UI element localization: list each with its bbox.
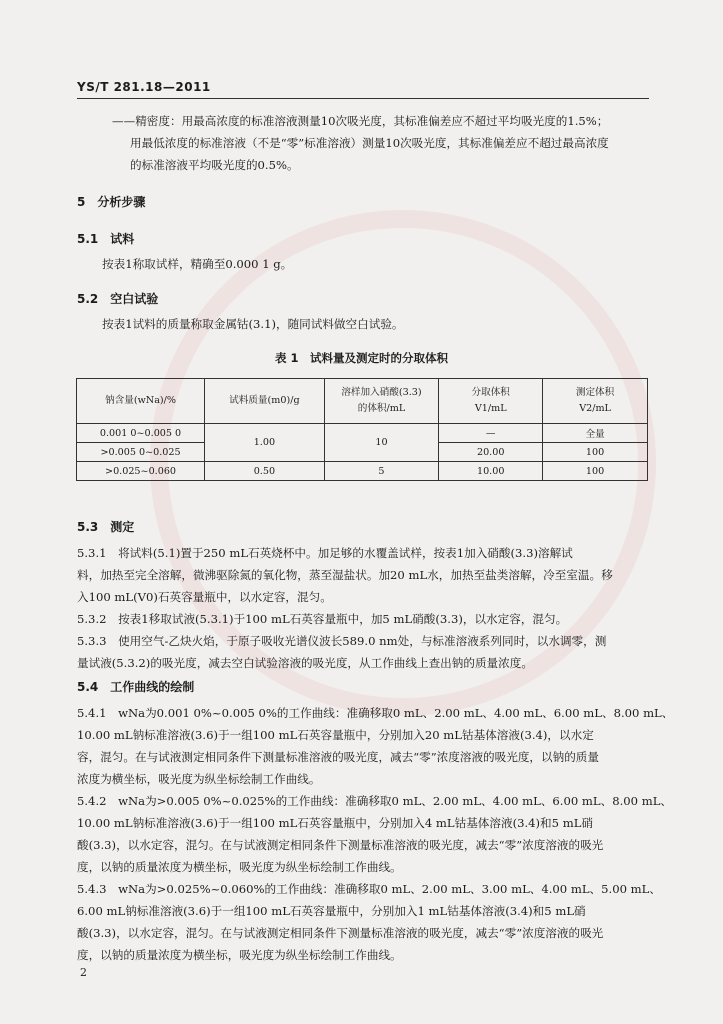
header-sodium-content: 钠含量(wNa)/% — [77, 379, 205, 424]
section-5-3-3-line-2: 量试液(5.3.2)的吸光度，减去空白试验溶液的吸光度，从工作曲线上查出钠的质量浓度。 — [77, 656, 533, 670]
section-5-4-heading: 5.4 工作曲线的绘制 — [77, 680, 195, 694]
header-sample-mass: 试料质量(m0)/g — [205, 379, 325, 424]
header-rule — [77, 98, 649, 99]
section-5-4-2-line-4: 度，以钠的质量浓度为横坐标，吸光度为纵坐标绘制工作曲线。 — [77, 860, 402, 874]
cell-merged-hno3: 10 — [324, 424, 439, 462]
header-aliquot-volume — [439, 379, 543, 424]
section-5-4-2-line-1: 5.4.2 wNa为>0.005 0%~0.025%的工作曲线：准确移取0 mL、2.00 mL、4.00 mL、6.00 mL、8.00 mL、 — [77, 794, 673, 808]
header-aliquot-line2: V1/mL — [474, 403, 507, 414]
header-aliquot-line1: 分取体积 — [471, 387, 510, 398]
intro-line-1: ——精密度：用最高浓度的标准溶液测量10次吸光度，其标准偏差应不超过平均吸光度的1.5%； — [112, 114, 609, 128]
standard-number: YS/T 281.18—2011 — [77, 80, 211, 94]
cell-v2: 100 — [543, 443, 648, 462]
header-nitric-acid-volume — [324, 379, 439, 424]
header-nitric-line1: 溶样加入硝酸(3.3) — [341, 387, 422, 398]
section-5-4-3-line-4: 度，以钠的质量浓度为横坐标，吸光度为纵坐标绘制工作曲线。 — [77, 948, 402, 962]
section-5-4-1-line-2: 10.00 mL钠标准溶液(3.6)于一组100 mL石英容量瓶中，分别加入20 mL钴基体溶液(3.4)，以水定 — [77, 728, 594, 742]
header-measure-line1: 测定体积 — [575, 387, 615, 398]
section-5-4-1-line-4: 浓度为横坐标，吸光度为纵坐标绘制工作曲线。 — [77, 772, 321, 786]
cell-range: >0.005 0~0.025 — [77, 443, 205, 462]
intro-line-3: 的标准溶液平均吸光度的0.5%。 — [130, 158, 299, 172]
header-measure-volume — [543, 379, 648, 424]
section-5-3-1-line-3: 入100 mL(V0)石英容量瓶中，以水定容，混匀。 — [77, 590, 332, 604]
page-number: 2 — [80, 966, 87, 979]
cell-merged-mass: 1.00 — [205, 424, 325, 462]
section-5-3-2-line-1: 5.3.2 按表1移取试液(5.3.1)于100 mL石英容量瓶中，加5 mL硝酸(3.3)，以水定容，混匀。 — [77, 612, 568, 626]
section-5-4-3-line-1: 5.4.3 wNa为>0.025%~0.060%的工作曲线：准确移取0 mL、2.00 mL、3.00 mL、4.00 mL、5.00 mL、 — [77, 882, 661, 896]
section-5-3-1-line-1: 5.3.1 将试料(5.1)置于250 mL石英烧杯中。加足够的水覆盖试样，按表1加入硝酸(3.3)溶解试 — [77, 546, 573, 560]
section-5-2-text: 按表1试料的质量称取金属钴(3.1)，随同试料做空白试验。 — [102, 317, 404, 331]
section-5-4-1-line-1: 5.4.1 wNa为0.001 0%~0.005 0%的工作曲线：准确移取0 mL、2.00 mL、4.00 mL、6.00 mL、8.00 mL、 — [77, 706, 674, 720]
section-5-2-heading: 5.2 空白试验 — [77, 292, 159, 306]
header-measure-line2: V2/mL — [579, 403, 611, 414]
cell-v1: 20.00 — [439, 443, 543, 462]
cell-range: >0.025~0.060 — [77, 462, 205, 481]
cell-v2: 全量 — [543, 424, 648, 443]
header-nitric-line2: 的体积/mL — [357, 403, 406, 414]
table-row — [77, 462, 648, 481]
cell-v1: 10.00 — [439, 462, 543, 481]
table-row — [77, 424, 648, 443]
section-5-1-heading: 5.1 试料 — [77, 232, 135, 246]
table-1 — [76, 378, 648, 481]
section-5-heading: 5 分析步骤 — [77, 195, 146, 209]
section-5-3-heading: 5.3 测定 — [77, 520, 135, 534]
section-5-4-1-line-3: 容，混匀。在与试液测定相同条件下测量标准溶液的吸光度，减去“零”浓度溶液的吸光度，以钠的质量 — [77, 750, 599, 764]
section-5-1-text: 按表1称取试样，精确至0.000 1 g。 — [102, 257, 293, 271]
cell-range: 0.001 0~0.005 0 — [77, 424, 205, 443]
table-header-row — [77, 379, 648, 424]
cell-mass: 0.50 — [205, 462, 325, 481]
cell-v2: 100 — [543, 462, 648, 481]
cell-hno3: 5 — [324, 462, 439, 481]
section-5-3-3-line-1: 5.3.3 使用空气-乙炔火焰，于原子吸收光谱仪波长589.0 nm处，与标准溶液系列同时，以水调零，测 — [77, 634, 607, 648]
section-5-4-3-line-2: 6.00 mL钠标准溶液(3.6)于一组100 mL石英容量瓶中，分别加入1 mL钴基体溶液(3.4)和5 mL硝 — [77, 904, 586, 918]
section-5-4-2-line-3: 酸(3.3)，以水定容，混匀。在与试液测定相同条件下测量标准溶液的吸光度，减去“零”浓度溶液的吸光 — [77, 838, 604, 852]
section-5-4-3-line-3: 酸(3.3)，以水定容，混匀。在与试液测定相同条件下测量标准溶液的吸光度，减去“零”浓度溶液的吸光 — [77, 926, 604, 940]
intro-line-2: 用最低浓度的标准溶液（不是“零”标准溶液）测量10次吸光度，其标准偏差应不超过最高浓度 — [130, 136, 609, 150]
cell-v1: — — [439, 424, 543, 443]
section-5-3-1-line-2: 料，加热至完全溶解，微沸驱除氮的氧化物，蒸至湿盐状。加20 mL水，加热至盐类溶解，冷至室温。移 — [77, 568, 613, 582]
section-5-4-2-line-2: 10.00 mL钠标准溶液(3.6)于一组100 mL石英容量瓶中，分别加入4 mL钴基体溶液(3.4)和5 mL硝 — [77, 816, 593, 830]
table-1-caption: 表 1 试料量及测定时的分取体积 — [274, 351, 448, 365]
